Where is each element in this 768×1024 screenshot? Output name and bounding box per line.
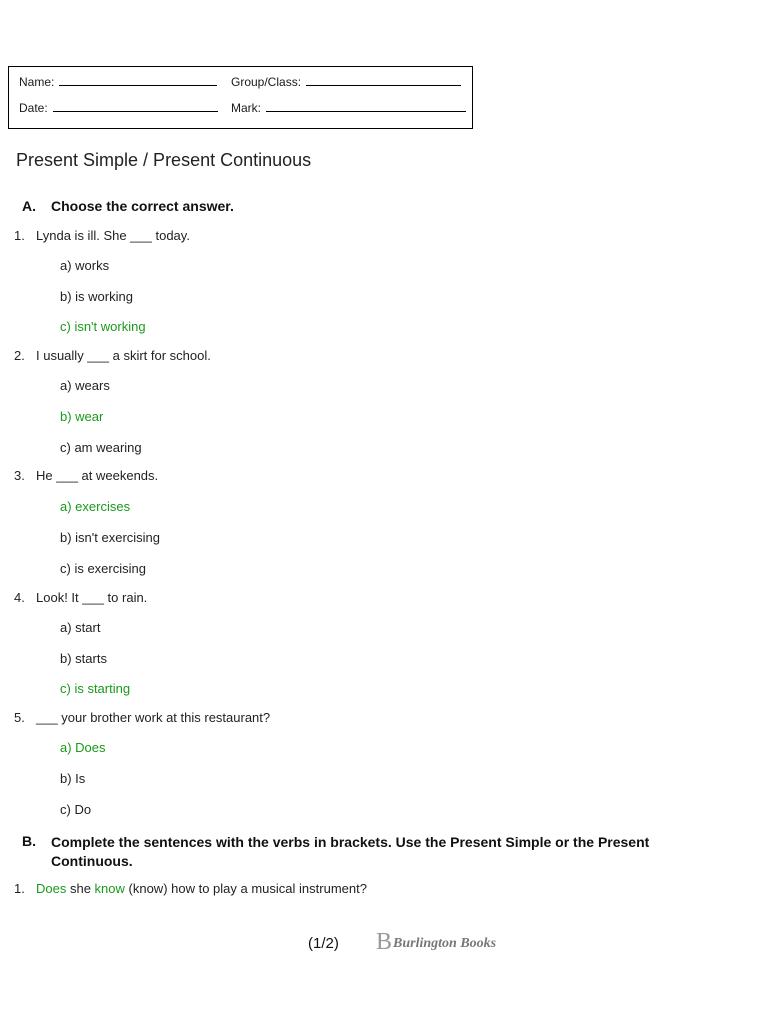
q4-option-b: b) starts [60, 651, 107, 666]
q1-option-c-answer: c) isn't working [60, 319, 146, 334]
publisher-logo [376, 931, 496, 953]
question-1 [14, 228, 190, 243]
q3-option-b: b) isn't exercising [60, 530, 161, 545]
question-number: 3. [14, 468, 25, 483]
q4-option-c-answer: c) is starting [60, 681, 131, 696]
question-text: I usually ___ a skirt for school. [36, 348, 211, 363]
question-number: 5. [14, 710, 25, 725]
q2-option-a: a) wears [60, 378, 110, 393]
question-number: 2. [14, 348, 25, 363]
question-text: Look! It ___ to rain. [36, 590, 148, 605]
q1-option-a: a) works [60, 258, 110, 273]
section-b-instruction-line1: Complete the sentences with the verbs in brackets. Use the Present Simple or the Present [51, 834, 650, 850]
q2-option-b-answer: b) wear [60, 409, 104, 424]
mark-line[interactable] [266, 110, 466, 112]
q3-option-a-answer: a) exercises [60, 499, 131, 514]
q5-option-c: c) Do [60, 802, 92, 817]
section-b-heading [22, 833, 722, 871]
sentence-rest: (know) how to play a musical instrument? [124, 881, 367, 896]
section-a-instruction: Choose the correct answer. [51, 198, 234, 214]
mark-label: Mark: [231, 101, 261, 115]
question-4 [14, 590, 147, 605]
q5-option-b: b) Is [60, 771, 86, 786]
section-b-letter: B. [22, 833, 36, 849]
question-2 [14, 348, 211, 363]
q2-option-c: c) am wearing [60, 440, 142, 455]
question-5 [14, 710, 270, 725]
q5-option-a-answer: a) Does [60, 740, 106, 755]
question-number: 4. [14, 590, 25, 605]
q1-option-b: b) is working [60, 289, 133, 304]
name-line[interactable] [59, 84, 217, 86]
name-label: Name: [19, 75, 55, 89]
name-field [19, 75, 217, 89]
section-b-instruction-line2: Continuous. [51, 853, 133, 869]
group-class-line[interactable] [306, 84, 461, 86]
q4-option-a: a) start [60, 620, 101, 635]
mark-field [231, 101, 466, 115]
section-b-instruction [51, 833, 716, 871]
group-class-label: Group/Class: [231, 75, 302, 89]
burlington-logo-icon: B [376, 929, 393, 955]
question-number: 1. [14, 881, 25, 896]
question-text: Lynda is ill. She ___ today. [36, 228, 190, 243]
publisher-name: Burlington Books [393, 936, 497, 951]
date-field [19, 101, 218, 115]
answer-word-1: Does [36, 881, 67, 896]
question-text: ___ your brother work at this restaurant? [36, 710, 271, 725]
student-info-box [8, 66, 473, 129]
question-number: 1. [14, 228, 25, 243]
answer-word-2: know [94, 881, 125, 896]
page-title: Present Simple / Present Continuous [16, 150, 312, 170]
date-line[interactable] [53, 110, 218, 112]
sentence-part: she [66, 881, 95, 896]
date-label: Date: [19, 101, 48, 115]
section-a-heading [22, 198, 234, 214]
group-class-field [231, 75, 461, 89]
section-a-letter: A. [22, 198, 36, 214]
page-number: (1/2) [308, 935, 339, 952]
question-3 [14, 468, 158, 483]
q3-option-c: c) is exercising [60, 561, 146, 576]
section-b-question-1 [14, 881, 367, 896]
question-text: He ___ at weekends. [36, 468, 159, 483]
